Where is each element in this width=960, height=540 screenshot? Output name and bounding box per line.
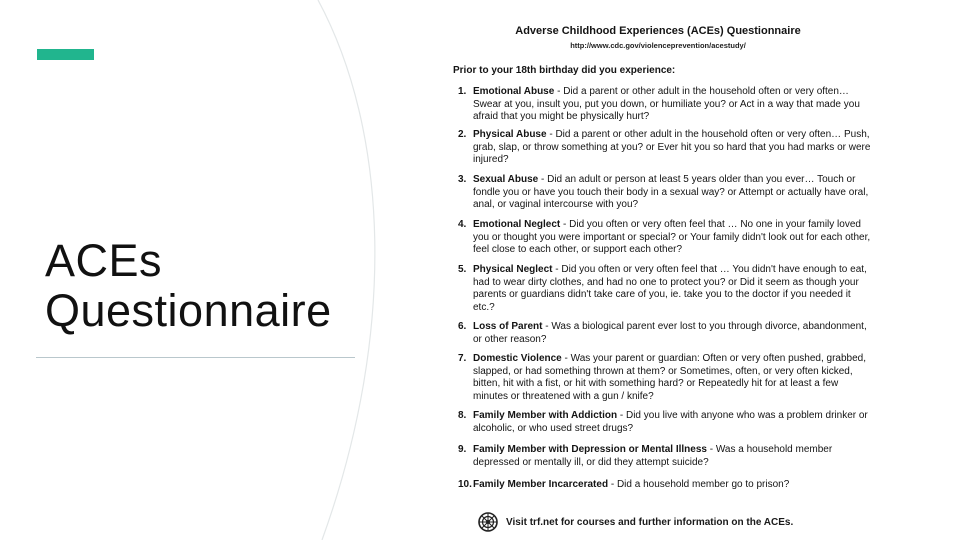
question-item	[458, 264, 874, 314]
question-body	[473, 353, 874, 403]
question-heading: Loss of Parent	[473, 321, 543, 332]
questionnaire-document	[445, 18, 875, 536]
question-text: - Did you often or very often feel that … No one in your family loved you or thought you were important or special? or Your family didn't look out for each other, feel close to each other, or support each other?	[473, 219, 871, 256]
question-body	[473, 410, 874, 435]
trf-logo-icon	[478, 512, 498, 532]
question-text: - Was a household member depressed or mentally ill, or did they attempt suicide?	[473, 444, 833, 468]
question-item	[458, 353, 874, 403]
question-number: 8.	[458, 410, 467, 421]
question-text: - Was a biological parent ever lost to you through divorce, abandonment, or other reason?	[473, 321, 867, 345]
question-heading: Family Member Incarcerated	[473, 479, 609, 490]
question-item	[458, 410, 874, 435]
question-heading: Domestic Violence	[473, 353, 562, 364]
question-text: - Did you live with anyone who was a problem drinker or alcoholic, or who used street drugs?	[473, 410, 868, 434]
question-item	[458, 479, 874, 492]
question-body	[473, 174, 874, 212]
question-heading: Family Member with Depression or Mental Illness	[473, 444, 707, 455]
question-body	[473, 86, 874, 124]
question-number: 7.	[458, 353, 467, 364]
question-item	[458, 174, 874, 212]
question-item	[458, 321, 874, 346]
document-prompt: Prior to your 18th birthday did you experience:	[453, 65, 676, 76]
question-text: - Did you often or very often feel that … You didn't have enough to eat, had to wear dirty clothes, and had no one to protect you? or Did it seem as though your parents or guardians didn't take care of you, ie. take you to the doctor if you needed it etc.?	[473, 264, 867, 313]
question-body	[473, 444, 874, 469]
question-text: - Did a household member go to prison?	[608, 479, 790, 490]
question-item	[458, 86, 874, 124]
question-heading: Physical Neglect	[473, 264, 553, 275]
slide-title	[45, 236, 385, 336]
document-url[interactable]: http://www.cdc.gov/violenceprevention/acestudy/	[570, 41, 746, 50]
question-number: 1.	[458, 86, 467, 97]
question-text: - Was your parent or guardian: Often or very often pushed, grabbed, slapped, or had something thrown at them? or Sometimes, often, or very often kicked, bitten, hit with a fist, or hit with something hard? or Repeatedly hit for at least a few minutes or threatened with a gun / knife?	[473, 353, 866, 402]
question-body	[473, 264, 874, 314]
question-number: 2.	[458, 129, 467, 140]
question-text: - Did a parent or other adult in the household often or very often… Swear at you, insult you, put you down, or humiliate you? or Act in a way that made you afraid that you might be physically hurt?	[473, 86, 860, 123]
question-heading: Sexual Abuse	[473, 174, 539, 185]
question-number: 9.	[458, 444, 467, 455]
question-item	[458, 129, 874, 167]
question-heading: Emotional Abuse	[473, 86, 555, 97]
footer-text: Visit trf.net for courses and further information on the ACEs.	[506, 516, 794, 528]
question-text: - Did an adult or person at least 5 years older than you ever… Touch or fondle you or have you touch their body in a sexual way? or Attempt or actually have oral, anal, or vaginal intercourse with you?	[473, 174, 869, 211]
question-body	[473, 479, 874, 492]
question-text: - Did a parent or other adult in the household often or very often… Push, grab, slap, or throw something at you? or Ever hit you so hard that you had marks or were injured?	[473, 129, 871, 166]
question-number: 10.	[458, 479, 472, 490]
question-number: 3.	[458, 174, 467, 185]
question-heading: Family Member with Addiction	[473, 410, 618, 421]
question-body	[473, 129, 874, 167]
document-title: Adverse Childhood Experiences (ACEs) Questionnaire	[515, 25, 801, 37]
question-body	[473, 321, 874, 346]
question-item	[458, 219, 874, 257]
slide-title-line1: ACEs	[45, 235, 163, 286]
title-divider	[36, 357, 355, 358]
accent-bar	[37, 49, 94, 60]
question-heading: Physical Abuse	[473, 129, 547, 140]
question-item	[458, 444, 874, 469]
document-footer	[478, 511, 793, 533]
slide-title-line2: Questionnaire	[45, 285, 332, 336]
question-number: 5.	[458, 264, 467, 275]
question-number: 4.	[458, 219, 467, 230]
question-number: 6.	[458, 321, 467, 332]
question-heading: Emotional Neglect	[473, 219, 561, 230]
question-body	[473, 219, 874, 257]
